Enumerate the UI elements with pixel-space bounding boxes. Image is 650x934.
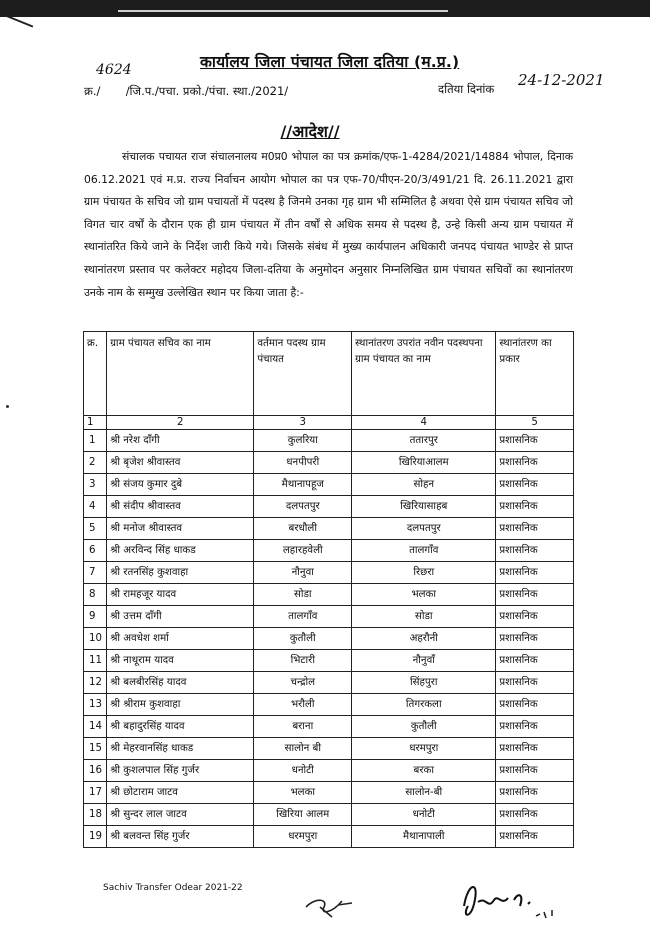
row-serial: 3 [84,474,107,496]
officer-signature [458,876,568,926]
row-transfer-type: प्रशासनिक [496,738,574,760]
row-new-panchayat: अहरौनी [352,628,496,650]
row-serial: 16 [84,760,107,782]
row-new-panchayat: बरका [352,760,496,782]
row-current-panchayat: धनोटी [254,760,352,782]
row-current-panchayat: सोडा [254,584,352,606]
row-new-panchayat: ततारपुर [352,430,496,452]
order-heading-wrap [0,120,650,142]
row-transfer-type: प्रशासनिक [496,826,574,848]
row-secretary-name: श्री मनोज श्रीवास्तव [107,518,254,540]
row-secretary-name: श्री मेहरवानसिंह धाकड [107,738,254,760]
row-new-panchayat: मैथानापाली [352,826,496,848]
scan-speck [6,405,9,408]
order-heading: //आदेश// [280,122,340,141]
table-row [84,584,574,606]
row-new-panchayat: तालगाँव [352,540,496,562]
row-new-panchayat: तिगरकला [352,694,496,716]
header-secretary-name: ग्राम पंचायत सचिव का नाम [107,332,254,416]
row-serial: 8 [84,584,107,606]
row-secretary-name: श्री संदीप श्रीवास्तव [107,496,254,518]
row-secretary-name: श्री रतनसिंह कुशवाहा [107,562,254,584]
row-new-panchayat: सोहन [352,474,496,496]
row-current-panchayat: बरधौली [254,518,352,540]
header-transfer-type: स्थानांतरण का प्रकार [496,332,574,416]
table-row [84,760,574,782]
row-transfer-type: प्रशासनिक [496,606,574,628]
row-new-panchayat: कुतौली [352,716,496,738]
row-current-panchayat: धनपीपरी [254,452,352,474]
date-label: दतिया दिनांक [438,82,495,96]
row-transfer-type: प्रशासनिक [496,628,574,650]
row-serial: 15 [84,738,107,760]
row-transfer-type: प्रशासनिक [496,430,574,452]
row-new-panchayat: सालोन-बी [352,782,496,804]
table-header-row [84,332,574,416]
row-transfer-type: प्रशासनिक [496,518,574,540]
table-row [84,452,574,474]
row-serial: 11 [84,650,107,672]
row-current-panchayat: धरमपुरा [254,826,352,848]
row-transfer-type: प्रशासनिक [496,540,574,562]
row-secretary-name: श्री बलबीरसिंह यादव [107,672,254,694]
row-current-panchayat: खिरिया आलम [254,804,352,826]
row-new-panchayat: रिछरा [352,562,496,584]
row-current-panchayat: दलपतपुर [254,496,352,518]
row-current-panchayat: भलका [254,782,352,804]
row-secretary-name: श्री बृजेश श्रीवास्तव [107,452,254,474]
table-row [84,650,574,672]
row-serial: 4 [84,496,107,518]
col-index-4: 4 [352,416,496,430]
row-serial: 5 [84,518,107,540]
row-transfer-type: प्रशासनिक [496,760,574,782]
row-secretary-name: श्री अरविन्द सिंह धाकड [107,540,254,562]
row-new-panchayat: सिंहपुरा [352,672,496,694]
row-serial: 10 [84,628,107,650]
initials-signature [302,893,356,919]
table-row [84,540,574,562]
table-row [84,738,574,760]
table-row [84,782,574,804]
scan-top-edge [0,0,650,17]
memo-number-line [84,84,288,99]
row-secretary-name: श्री संजय कुमार दुबे [107,474,254,496]
scan-artifact-line [118,10,448,12]
table-row [84,562,574,584]
row-transfer-type: प्रशासनिक [496,562,574,584]
row-serial: 1 [84,430,107,452]
row-serial: 2 [84,452,107,474]
col-index-2: 2 [107,416,254,430]
transfer-table [83,331,574,848]
header-serial: क्र. [84,332,107,416]
row-new-panchayat: सोडा [352,606,496,628]
row-secretary-name: श्री कुशलपाल सिंह गुर्जर [107,760,254,782]
row-serial: 12 [84,672,107,694]
row-secretary-name: श्री बलवन्त सिंह गुर्जर [107,826,254,848]
row-serial: 13 [84,694,107,716]
row-current-panchayat: कुतौली [254,628,352,650]
row-current-panchayat: तालगाँव [254,606,352,628]
row-serial: 17 [84,782,107,804]
row-transfer-type: प्रशासनिक [496,694,574,716]
row-secretary-name: श्री सुन्दर लाल जाटव [107,804,254,826]
row-secretary-name: श्री नरेश दाँगी [107,430,254,452]
row-transfer-type: प्रशासनिक [496,496,574,518]
row-new-panchayat: धनोटी [352,804,496,826]
row-secretary-name: श्री उत्तम दाँगी [107,606,254,628]
order-body-paragraph: संचालक पचायत राज संचालनालय म0प्र0 भोपाल का पत्र क्रमांक/एफ-1-4284/2021/14884 भोपाल, दिनाक 06.12.2021 एवं म.प्र. राज्य निर्वाचन आयोग भोपाल का पत्र एफ-70/पीएन-20/3/491/21 दि. 26.11.2021 द्वारा ग्राम पंचायत के सचिव जो ग्राम पचायतों में पदस्थ है जिनमे उनका गृह ग्राम भी सम्मिलित है अथवा ऐसे ग्राम पंचायत सचिव जो विगत चार वर्षों के दौरान एक ही ग्राम पंचायत में तीन वर्षों से अधिक समय से पदस्थ है, उन्हे किसी अन्य ग्राम पचायत में स्थानांतरित किये जाने के निर्देश जारी किये गये। जिसके संबंध में मुख्य कार्यपालन अधिकारी जनपद पंचायत भाण्डेर से प्राप्त स्थानांतरण प्रस्ताव पर कलेक्टर महोदय जिला-दतिया के अनुमोदन अनुसार निम्नलिखित ग्राम पंचायत सचिवों का स्थानांतरण उनके नाम के सम्मुख उल्लेखित स्थान पर किया जाता है:- [84,150,573,299]
handwritten-date: 24-12-2021 [518,71,605,89]
row-serial: 18 [84,804,107,826]
table-row [84,474,574,496]
row-current-panchayat: चन्द्रोल [254,672,352,694]
row-current-panchayat: मैथानापहूज [254,474,352,496]
row-current-panchayat: नौनुवा [254,562,352,584]
table-row [84,518,574,540]
row-new-panchayat: खिरियासाहब [352,496,496,518]
row-transfer-type: प्रशासनिक [496,716,574,738]
row-serial: 9 [84,606,107,628]
table-row [84,694,574,716]
row-secretary-name: श्री अवधेश शर्मा [107,628,254,650]
table-row [84,826,574,848]
row-serial: 6 [84,540,107,562]
row-new-panchayat: दलपतपुर [352,518,496,540]
row-transfer-type: प्रशासनिक [496,474,574,496]
office-title: कार्यालय जिला पंचायत जिला दतिया (म.प्र.) [200,53,460,71]
header-current-panchayat: वर्तमान पदस्थ ग्राम पंचायत [254,332,352,416]
handwritten-ref-number: 4624 [96,62,132,78]
row-new-panchayat: भलका [352,584,496,606]
row-secretary-name: श्री बहादुरसिंह यादव [107,716,254,738]
row-transfer-type: प्रशासनिक [496,452,574,474]
table-row [84,628,574,650]
col-index-5: 5 [496,416,574,430]
row-secretary-name: श्री छोटाराम जाटव [107,782,254,804]
row-serial: 14 [84,716,107,738]
row-new-panchayat: धरमपुरा [352,738,496,760]
memo-number: /जि.प./पचा. प्रको./पंचा. स्था./2021/ [125,84,289,98]
header-new-panchayat: स्थानांतरण उपरांत नवीन पदस्थपना ग्राम पंचायत का नाम [352,332,496,416]
column-index-row [84,416,574,430]
row-current-panchayat: सालोन बी [254,738,352,760]
row-secretary-name: श्री नाथूराम यादव [107,650,254,672]
row-current-panchayat: भिटारी [254,650,352,672]
row-new-panchayat: नौनुवाँ [352,650,496,672]
row-secretary-name: श्री श्रीराम कुशवाहा [107,694,254,716]
row-transfer-type: प्रशासनिक [496,672,574,694]
table-row [84,672,574,694]
col-index-1: 1 [84,416,107,430]
col-index-3: 3 [254,416,352,430]
table-row [84,496,574,518]
row-current-panchayat: कुलरिया [254,430,352,452]
row-transfer-type: प्रशासनिक [496,584,574,606]
memo-prefix: क्र./ [84,84,101,98]
table-row [84,804,574,826]
row-new-panchayat: खिरियाआलम [352,452,496,474]
table-row [84,716,574,738]
row-current-panchayat: भरौली [254,694,352,716]
row-current-panchayat: बराना [254,716,352,738]
row-serial: 7 [84,562,107,584]
footer-file-name: Sachiv Transfer Odear 2021-22 [103,883,243,893]
row-serial: 19 [84,826,107,848]
row-transfer-type: प्रशासनिक [496,650,574,672]
row-transfer-type: प्रशासनिक [496,804,574,826]
table-row [84,606,574,628]
table-row [84,430,574,452]
row-secretary-name: श्री रामहजूर यादव [107,584,254,606]
row-transfer-type: प्रशासनिक [496,782,574,804]
row-current-panchayat: लहारहवेली [254,540,352,562]
